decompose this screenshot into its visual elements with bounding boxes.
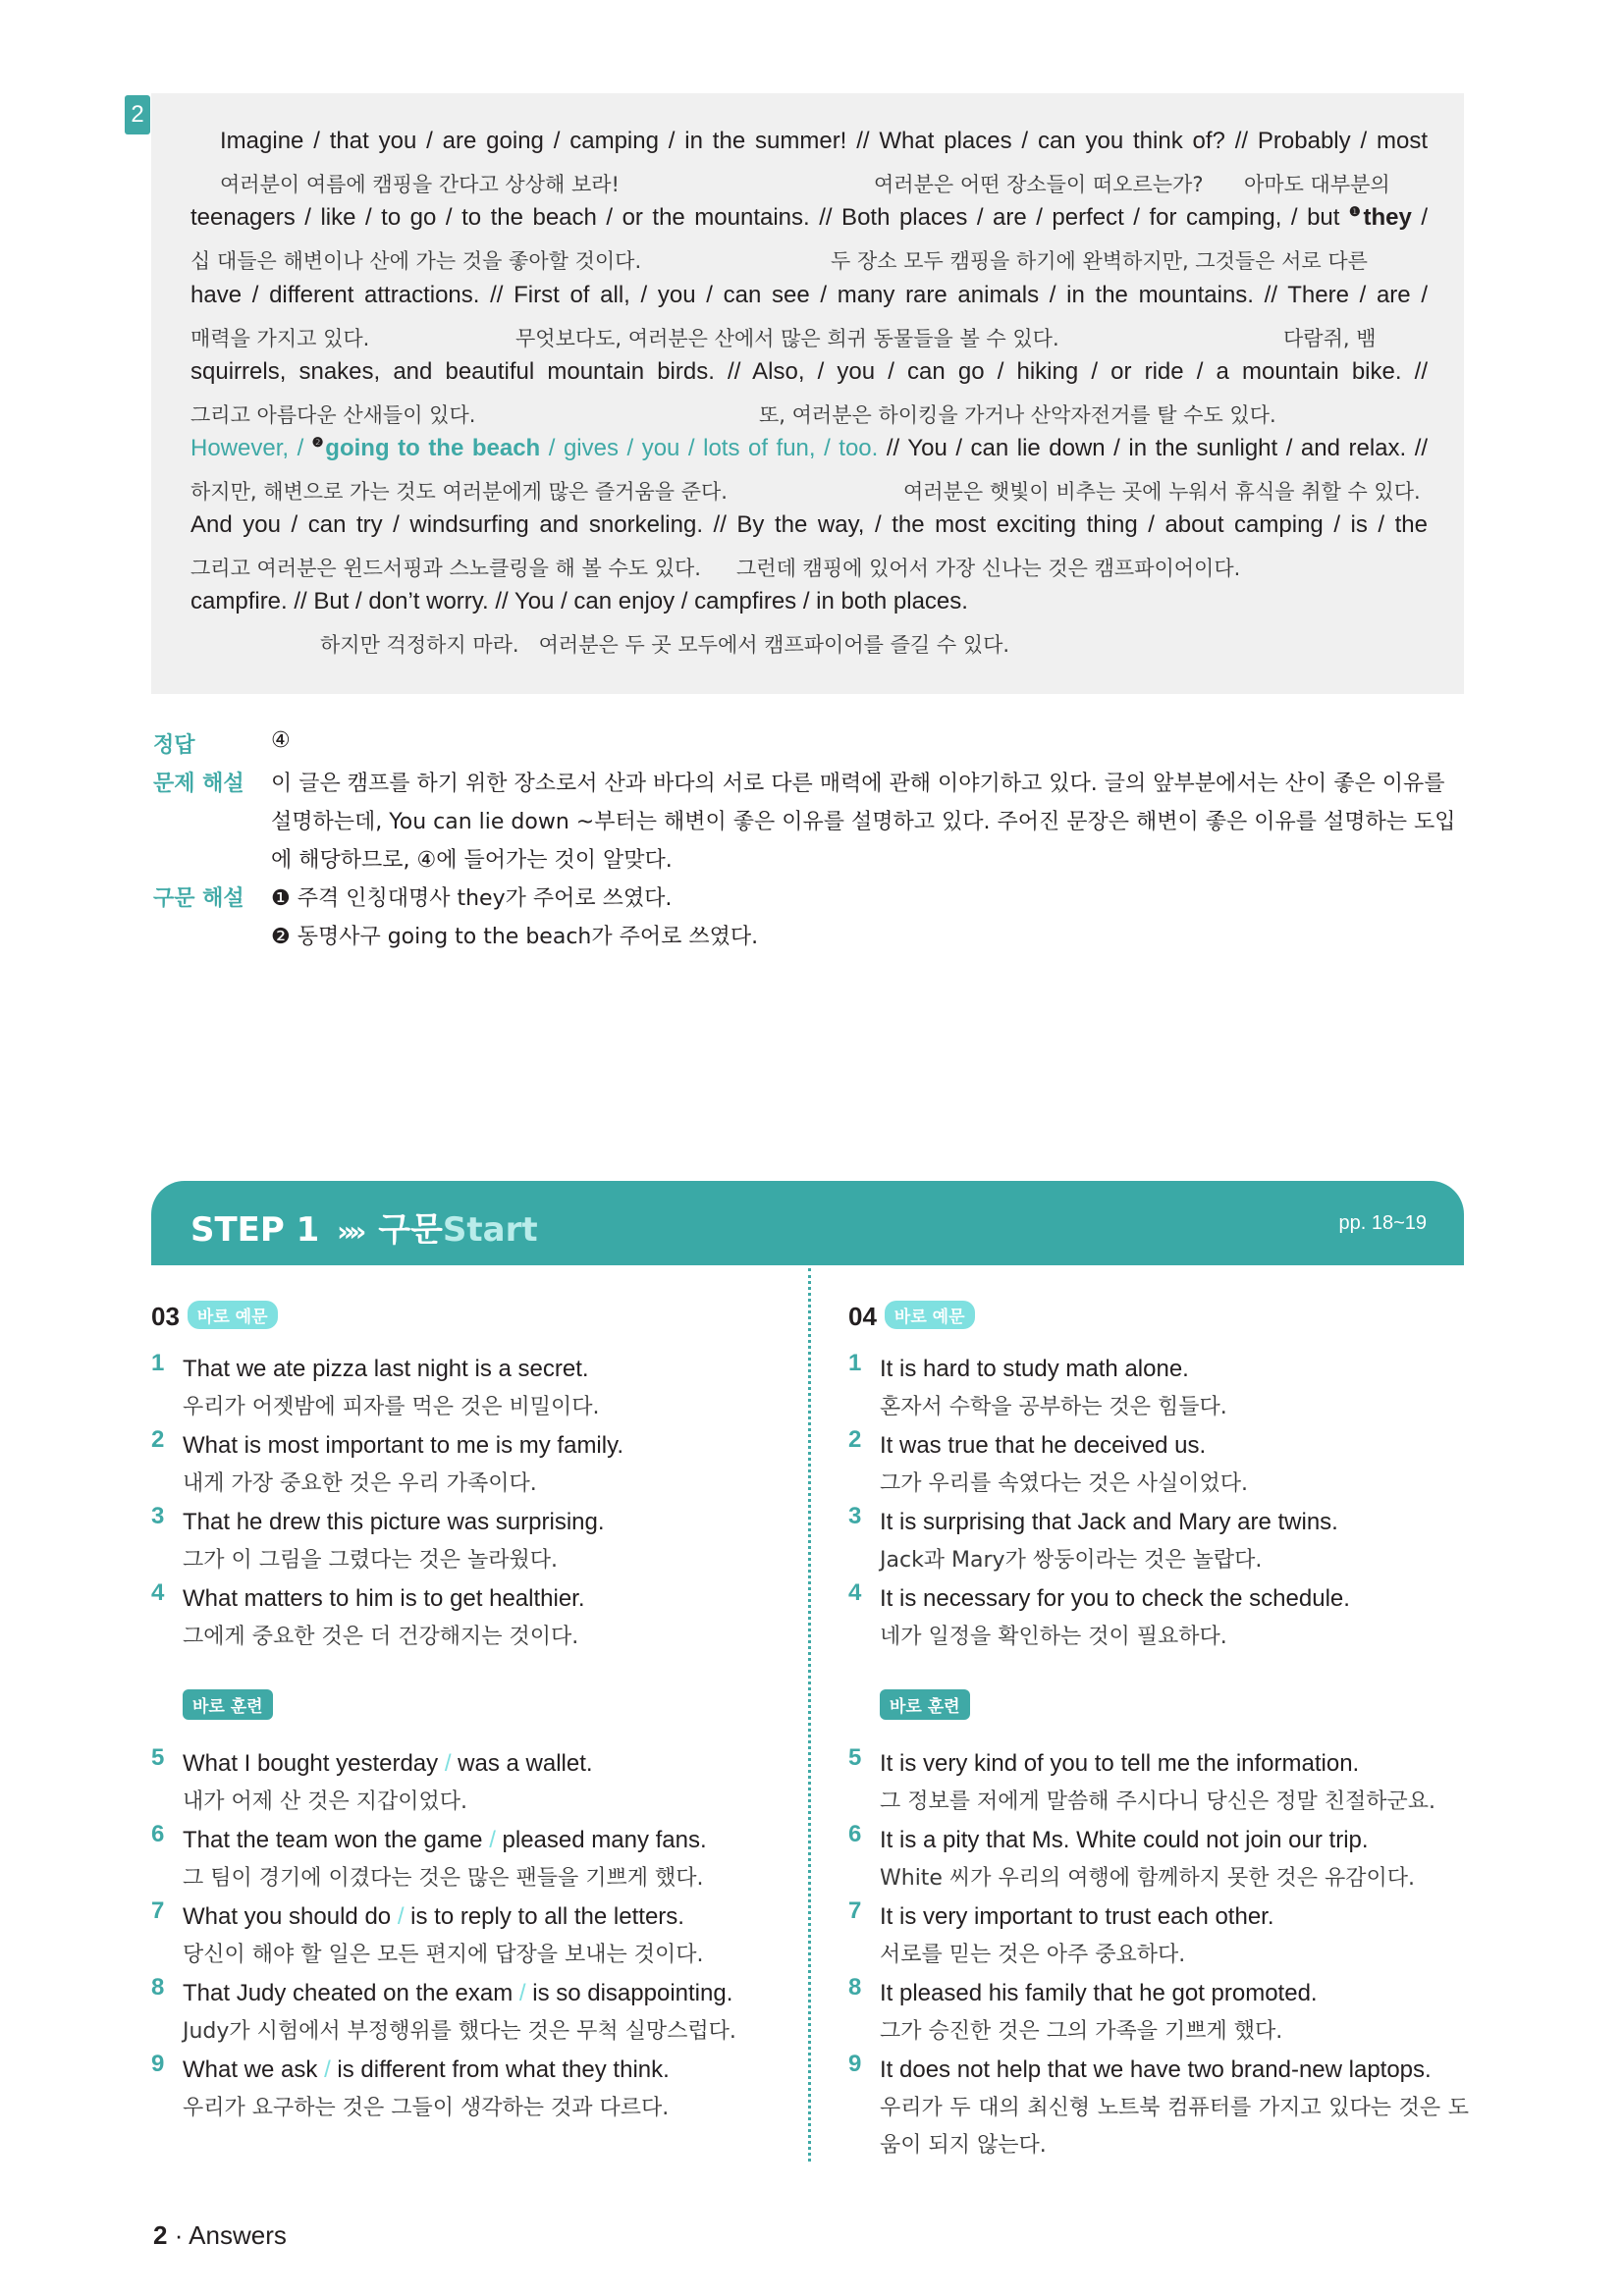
passage-ko-1c: 아마도 대부분의 bbox=[1244, 173, 1390, 196]
answer-label: 정답 bbox=[153, 733, 195, 758]
item-korean: 그에게 중요한 것은 더 건강해지는 것이다. bbox=[183, 1625, 579, 1649]
banner-title bbox=[190, 1202, 538, 1251]
page-footer bbox=[153, 2220, 287, 2251]
item-number: 6 bbox=[151, 1821, 165, 1847]
example-tag: 바로 예문 bbox=[885, 1301, 975, 1329]
explain-label: 문제 해설 bbox=[153, 772, 244, 796]
item-english: It is necessary for you to check the schedule. bbox=[880, 1585, 1350, 1612]
item-korean: 내게 가장 중요한 것은 우리 가족이다. bbox=[183, 1471, 537, 1496]
passage-ko-3a: 매력을 가지고 있다. bbox=[190, 327, 370, 350]
item-number: 8 bbox=[151, 1974, 165, 2001]
item-part-a: What I bought yesterday bbox=[183, 1750, 439, 1777]
section-number: 04 bbox=[848, 1302, 877, 1331]
item-part-b: is to reply to all the letters. bbox=[410, 1903, 684, 1930]
item-english: That we ate pizza last night is a secret. bbox=[183, 1356, 589, 1382]
list-item bbox=[151, 1744, 780, 1821]
passage-ko-1b: 여러분은 어떤 장소들이 떠오르는가? bbox=[874, 173, 1204, 196]
item-number: 5 bbox=[151, 1744, 165, 1771]
item-number: 3 bbox=[151, 1503, 165, 1529]
training-tag: 바로 훈련 bbox=[880, 1689, 970, 1720]
column-divider bbox=[808, 1268, 811, 2162]
passage-line-5c: / gives / you / lots of fun, / too. bbox=[540, 435, 879, 461]
item-korean: 그 정보를 저에게 말씀해 주시다니 당신은 정말 친절하군요. bbox=[880, 1789, 1435, 1814]
passage-line-4: squirrels, snakes, and beautiful mountain birds. // Also, / you / can go / hiking / or ride / a mountain bike. // bbox=[190, 358, 1428, 385]
item-part-a: That the team won the game bbox=[183, 1827, 483, 1853]
passage-line-2a: teenagers / like / to go / to the beach / or the mountains. // Both places / are / perfect / for camping, / but bbox=[190, 204, 1349, 231]
passage-ko-3c: 다람쥐, 뱀 bbox=[1283, 327, 1377, 350]
syntax-line-2: ❷ 동명사구 going to the beach가 주어로 쓰였다. bbox=[271, 925, 759, 949]
item-number: 2 bbox=[151, 1426, 165, 1453]
item-korean: 그가 승진한 것은 그의 가족을 기쁘게 했다. bbox=[880, 2019, 1283, 2044]
item-english: It is a pity that Ms. White could not join our trip. bbox=[880, 1827, 1369, 1853]
passage-line-7: campfire. // But / don’t worry. // You / can enjoy / campfires / in both places. bbox=[190, 588, 968, 614]
passage-ko-4a: 그리고 아름다운 산새들이 있다. bbox=[190, 403, 476, 427]
item-part-b: is so disappointing. bbox=[532, 1980, 733, 2006]
item-korean: 내가 어제 산 것은 지갑이었다. bbox=[183, 1789, 467, 1814]
explain-line-3: 에 해당하므로, ④에 들어가는 것이 알맞다. bbox=[271, 848, 673, 873]
item-number: 4 bbox=[848, 1579, 862, 1606]
passage-ko-3b: 무엇보다도, 여러분은 산에서 많은 희귀 동물들을 볼 수 있다. bbox=[515, 327, 1059, 350]
passage-ko-7: 하지만 걱정하지 마라. 여러분은 두 곳 모두에서 캠프파이어를 즐길 수 있다. bbox=[320, 633, 1010, 657]
section-number: 03 bbox=[151, 1302, 180, 1331]
list-item bbox=[151, 2051, 780, 2127]
passage-ko-6a: 그리고 여러분은 윈드서핑과 스노클링을 해 볼 수도 있다. bbox=[190, 557, 701, 580]
slash-mark: / bbox=[489, 1827, 496, 1853]
item-part-a: That Judy cheated on the exam bbox=[183, 1980, 514, 2006]
item-korean: 서로를 믿는 것은 아주 중요하다. bbox=[880, 1943, 1186, 1967]
passage-they: they bbox=[1363, 204, 1412, 231]
item-number: 8 bbox=[848, 1974, 862, 2001]
item-english: What is most important to me is my family. bbox=[183, 1432, 623, 1459]
section-04 bbox=[848, 1301, 1477, 2164]
item-number: 2 bbox=[848, 1426, 862, 1453]
step-banner bbox=[151, 1181, 1464, 1265]
list-item bbox=[151, 1897, 780, 1974]
list-item bbox=[848, 1821, 1477, 1897]
item-number: 9 bbox=[151, 2051, 165, 2077]
list-item bbox=[848, 2051, 1477, 2164]
item-number: 1 bbox=[848, 1350, 862, 1376]
syntax-label: 구문 해설 bbox=[153, 886, 244, 911]
list-item bbox=[848, 1426, 1477, 1503]
item-english bbox=[183, 1897, 780, 1937]
item-number: 3 bbox=[848, 1503, 862, 1529]
explain-line-2: 설명하는데, You can lie down ~부터는 해변이 좋은 이유를 설명하고 있다. 주어진 문장은 해변이 좋은 이유를 설명하는 도입 bbox=[271, 810, 1456, 834]
section-03-head bbox=[151, 1301, 780, 1340]
item-korean: 우리가 두 대의 최신형 노트북 컴퓨터를 가지고 있다는 것은 도움이 되지 않는다. bbox=[880, 2096, 1469, 2158]
item-english: It is hard to study math alone. bbox=[880, 1356, 1189, 1382]
list-item bbox=[848, 1503, 1477, 1579]
banner-title-ko: 구문 bbox=[378, 1210, 443, 1250]
slash-mark: / bbox=[397, 1903, 405, 1930]
item-english bbox=[183, 1974, 780, 2013]
list-item bbox=[151, 1350, 780, 1426]
list-item bbox=[151, 1974, 780, 2051]
answer-value: ④ bbox=[271, 728, 291, 753]
item-english: It is very kind of you to tell me the information. bbox=[880, 1750, 1360, 1777]
item-korean: 네가 일정을 확인하는 것이 필요하다. bbox=[880, 1625, 1227, 1649]
item-english bbox=[183, 1821, 780, 1860]
passage-ko-1a: 여러분이 여름에 캠핑을 간다고 상상해 보라! bbox=[220, 173, 620, 196]
item-korean: Jack과 Mary가 쌍둥이라는 것은 놀랍다. bbox=[880, 1548, 1263, 1573]
item-number: 7 bbox=[848, 1897, 862, 1924]
item-number: 1 bbox=[151, 1350, 165, 1376]
list-item bbox=[848, 1974, 1477, 2051]
chevrons-icon: »» bbox=[337, 1215, 361, 1248]
list-item bbox=[848, 1350, 1477, 1426]
item-part-b: was a wallet. bbox=[458, 1750, 593, 1777]
passage-line-3: have / different attractions. // First of all, / you / can see / many rare animals / in the mountains. // There / are / bbox=[190, 282, 1428, 308]
section-04-head bbox=[848, 1301, 1477, 1340]
item-number: 4 bbox=[151, 1579, 165, 1606]
passage-line-5 bbox=[190, 435, 1428, 462]
passage-line-2c: / bbox=[1411, 204, 1429, 231]
item-part-b: is different from what they think. bbox=[337, 2056, 670, 2083]
item-part-b: pleased many fans. bbox=[502, 1827, 707, 1853]
passage-line-6: And you / can try / windsurfing and snorkeling. // By the way, / the most exciting thing / about camping / is / the bbox=[190, 511, 1428, 538]
item-korean: Judy가 시험에서 부정행위를 했다는 것은 무척 실망스럽다. bbox=[183, 2019, 736, 2044]
footer-dot: · bbox=[174, 2220, 184, 2250]
item-english: It is surprising that Jack and Mary are twins. bbox=[880, 1509, 1338, 1535]
note-marker-2: ❷ bbox=[311, 435, 326, 450]
passage-ko-2a: 십 대들은 해변이나 산에 가는 것을 좋아할 것이다. bbox=[190, 249, 642, 273]
section-03 bbox=[151, 1301, 780, 2127]
item-english bbox=[183, 2051, 780, 2090]
item-english: What matters to him is to get healthier. bbox=[183, 1585, 585, 1612]
item-korean: 혼자서 수학을 공부하는 것은 힘들다. bbox=[880, 1395, 1227, 1419]
banner-step: STEP 1 bbox=[190, 1210, 320, 1250]
item-part-a: What we ask bbox=[183, 2056, 318, 2083]
list-item bbox=[848, 1744, 1477, 1821]
passage-line-2 bbox=[190, 204, 1428, 232]
passage-gerund: going to the beach bbox=[325, 435, 541, 461]
list-item bbox=[151, 1821, 780, 1897]
passage-line-5d: // You / can lie down / in the sunlight / and relax. // bbox=[878, 435, 1429, 461]
list-item bbox=[151, 1426, 780, 1503]
item-korean: White 씨가 우리의 여행에 함께하지 못한 것은 유감이다. bbox=[880, 1866, 1415, 1891]
explain-line-1: 이 글은 캠프를 하기 위한 장소로서 산과 바다의 서로 다른 매력에 관해 이야기하고 있다. 글의 앞부분에서는 산이 좋은 이유를 bbox=[271, 772, 1445, 796]
item-number: 6 bbox=[848, 1821, 862, 1847]
training-tag: 바로 훈련 bbox=[183, 1689, 273, 1720]
slash-mark: / bbox=[444, 1750, 452, 1777]
item-english: It is very important to trust each other. bbox=[880, 1903, 1274, 1930]
passage-ko-5a: 하지만, 해변으로 가는 것도 여러분에게 많은 즐거움을 준다. bbox=[190, 480, 728, 504]
item-english bbox=[183, 1744, 780, 1784]
syntax-line-1: ❶ 주격 인칭대명사 they가 주어로 쓰였다. bbox=[271, 886, 673, 911]
note-marker-1: ❶ bbox=[1348, 204, 1364, 219]
item-english: That he drew this picture was surprising. bbox=[183, 1509, 605, 1535]
item-korean: 우리가 어젯밤에 피자를 먹은 것은 비밀이다. bbox=[183, 1395, 600, 1419]
item-number: 5 bbox=[848, 1744, 862, 1771]
page-number: 2 bbox=[153, 2220, 168, 2250]
banner-pages: pp. 18~19 bbox=[1338, 1212, 1427, 1234]
slash-mark: / bbox=[324, 2056, 331, 2083]
passage-ko-4b: 또, 여러분은 하이킹을 가거나 산악자전거를 탈 수도 있다. bbox=[759, 403, 1276, 427]
passage-line-5a: However, / bbox=[190, 435, 312, 461]
passage-ko-2b: 두 장소 모두 캠핑을 하기에 완벽하지만, 그것들은 서로 다른 bbox=[831, 249, 1368, 273]
passage-ko-5b: 여러분은 햇빛이 비추는 곳에 누워서 휴식을 취할 수 있다. bbox=[903, 480, 1421, 504]
item-number: 9 bbox=[848, 2051, 862, 2077]
item-korean: 그가 이 그림을 그렸다는 것은 놀라웠다. bbox=[183, 1548, 558, 1573]
slash-mark: / bbox=[518, 1980, 526, 2006]
item-part-a: What you should do bbox=[183, 1903, 392, 1930]
item-korean: 당신이 해야 할 일은 모든 편지에 답장을 보내는 것이다. bbox=[183, 1943, 704, 1967]
list-item bbox=[151, 1503, 780, 1579]
item-korean: 우리가 요구하는 것은 그들이 생각하는 것과 다르다. bbox=[183, 2096, 670, 2120]
footer-label: Answers bbox=[189, 2220, 287, 2250]
passage-line-1: Imagine / that you / are going / camping / in the summer! // What places / can you think of? // Probably / most bbox=[220, 128, 1428, 154]
list-item bbox=[151, 1579, 780, 1656]
question-number: 2 bbox=[125, 95, 150, 134]
passage-ko-6b: 그런데 캠핑에 있어서 가장 신나는 것은 캠프파이어이다. bbox=[736, 557, 1241, 580]
banner-title-en: Start bbox=[442, 1210, 538, 1250]
item-english: It pleased his family that he got promoted. bbox=[880, 1980, 1318, 2006]
item-english: It does not help that we have two brand-new laptops. bbox=[880, 2056, 1432, 2083]
item-english: It was true that he deceived us. bbox=[880, 1432, 1207, 1459]
item-number: 7 bbox=[151, 1897, 165, 1924]
item-korean: 그 팀이 경기에 이겼다는 것은 많은 팬들을 기쁘게 했다. bbox=[183, 1866, 704, 1891]
example-tag: 바로 예문 bbox=[188, 1301, 278, 1329]
item-korean: 그가 우리를 속였다는 것은 사실이었다. bbox=[880, 1471, 1248, 1496]
list-item bbox=[848, 1897, 1477, 1974]
list-item bbox=[848, 1579, 1477, 1656]
